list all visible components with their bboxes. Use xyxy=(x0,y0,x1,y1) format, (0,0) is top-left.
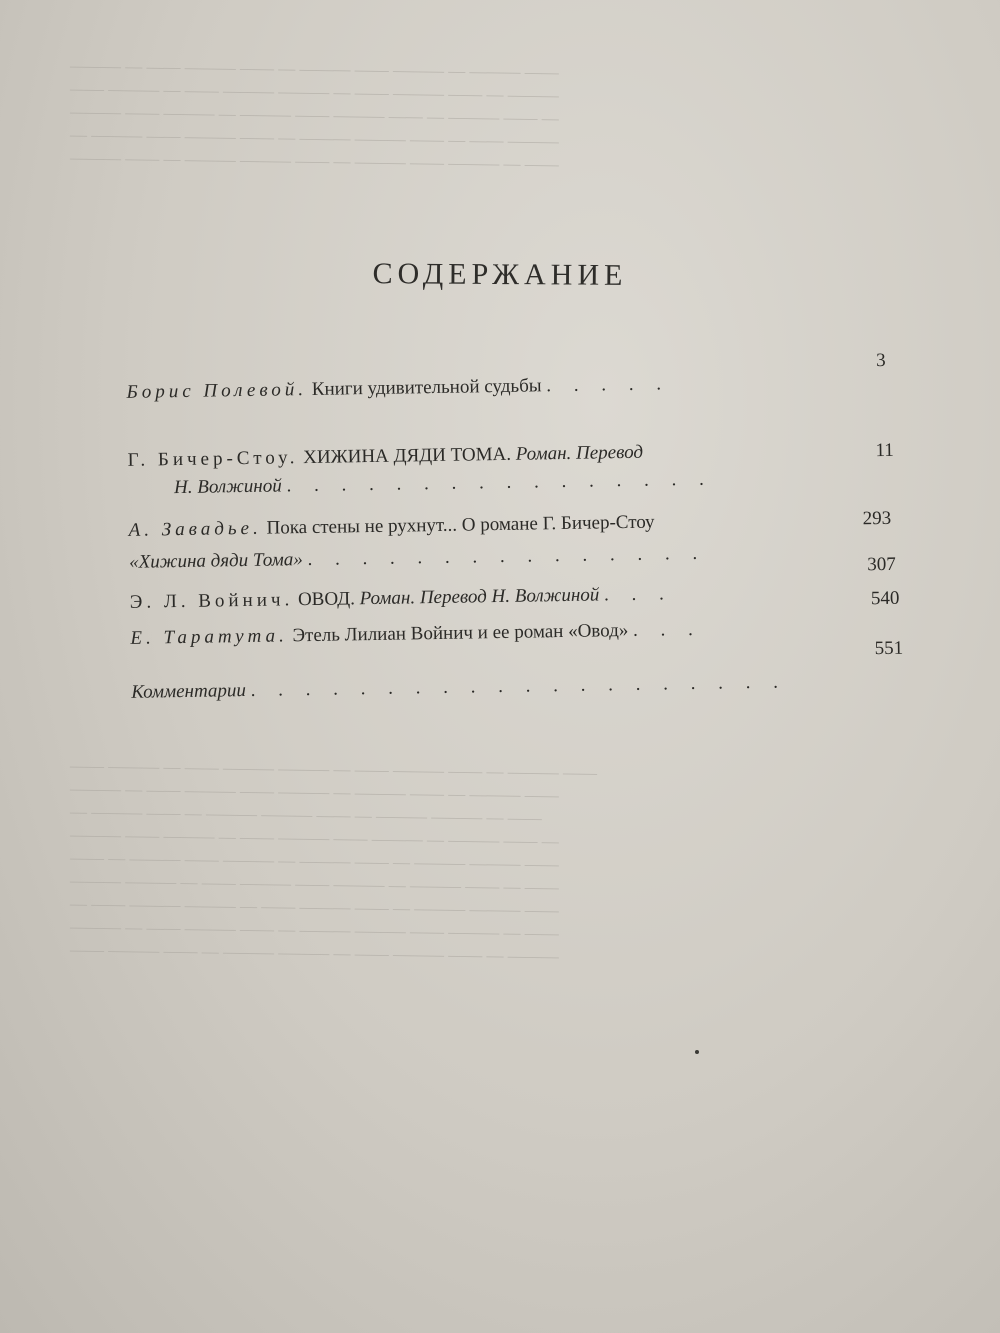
entry-title-cont: «Хижина дяди Тома» xyxy=(129,549,303,573)
entry-title: Пока стены не рухнут... О романе Г. Бичер-Стоу xyxy=(266,511,655,539)
table-of-contents xyxy=(0,346,1000,762)
entry-author: Е. Таратута. xyxy=(130,625,288,649)
entry-title: Книги удивительной судьбы xyxy=(311,375,542,400)
show-through-text-top: ——— — —— ——— —— — ——— —— ——— — ——— —— —— ——— — —— ——— ——— — —— ——— —— — ——— ——— —— ——— — ——— —— ——— —— — ——— —— — — ——— —— ——— —— — ——— ——— —— — —— ——— ——— —— — ——— ——— —— — ——— —— ——— — —— xyxy=(70,55,559,174)
entry-title: Этель Лилиан Войнич и ее роман «Овод» xyxy=(292,620,629,647)
leader-dots: . . . . . xyxy=(546,373,671,397)
page-number: 551 xyxy=(874,637,904,660)
entry-note-cont: Н. Волжиной xyxy=(173,475,282,499)
entry-author: А. Завадье. xyxy=(128,517,262,541)
toc-entry-3-cont xyxy=(129,543,706,574)
page-number: 3 xyxy=(875,349,886,372)
toc-entry-3 xyxy=(129,512,655,542)
entry-title: ХИЖИНА ДЯДИ ТОМА. xyxy=(303,443,512,469)
leader-dots: . . . . . . . . . . . . . . . . xyxy=(286,468,713,497)
page-number: 293 xyxy=(862,507,892,530)
entry-title: Комментарии xyxy=(131,680,247,703)
page-number: 307 xyxy=(867,553,897,576)
contents-heading: СОДЕРЖАНИЕ xyxy=(372,257,628,292)
page-number: 11 xyxy=(875,439,895,462)
entry-note: Роман. Перевод xyxy=(515,441,644,465)
show-through-text-bottom: —— ——— — —— ——— ——— — —— ——— —— — ——— —— ——— — —— ——— —— ——— — ——— —— — ——— —— — ——— —— — ——— ——— —— — ——— ——— — —— ——— —— ——— — —— ——— —— ——— — ——— —— — —— — ——— —— ——— — ——— —— — ——— ——— —— ——— ——— — —— ——— —— ——— — ——— —— — —— — —— ——— ——— — —— ——— —— — ——— ——— —— ——— — —— ——— —— — ——— ——— —— ——— — —— —— ——— —— — ——— ——— — —— ——— —— — ——— xyxy=(70,755,597,966)
toc-entry-4 xyxy=(130,583,673,614)
page-number: 540 xyxy=(870,587,900,610)
leader-dots: . . . . . . . . . . . . . . . . . . . . xyxy=(250,671,788,701)
toc-entry-1 xyxy=(126,373,670,404)
entry-author: Борис Полевой. xyxy=(126,379,308,403)
leader-dots: . . . xyxy=(603,583,673,606)
ink-speck xyxy=(695,1050,699,1054)
entry-title: ОВОД. xyxy=(297,588,356,611)
entry-note: Роман. Перевод Н. Волжиной xyxy=(359,584,600,610)
entry-author: Г. Бичер-Стоу. xyxy=(127,447,299,471)
leader-dots: . . . . . . . . . . . . . . . xyxy=(307,542,707,571)
toc-entry-5 xyxy=(130,619,702,650)
toc-entry-2 xyxy=(127,442,643,472)
toc-entry-2-cont xyxy=(174,469,713,499)
toc-entry-6 xyxy=(131,672,787,704)
leader-dots: . . . xyxy=(632,618,702,641)
entry-author: Э. Л. Войнич. xyxy=(129,589,294,613)
